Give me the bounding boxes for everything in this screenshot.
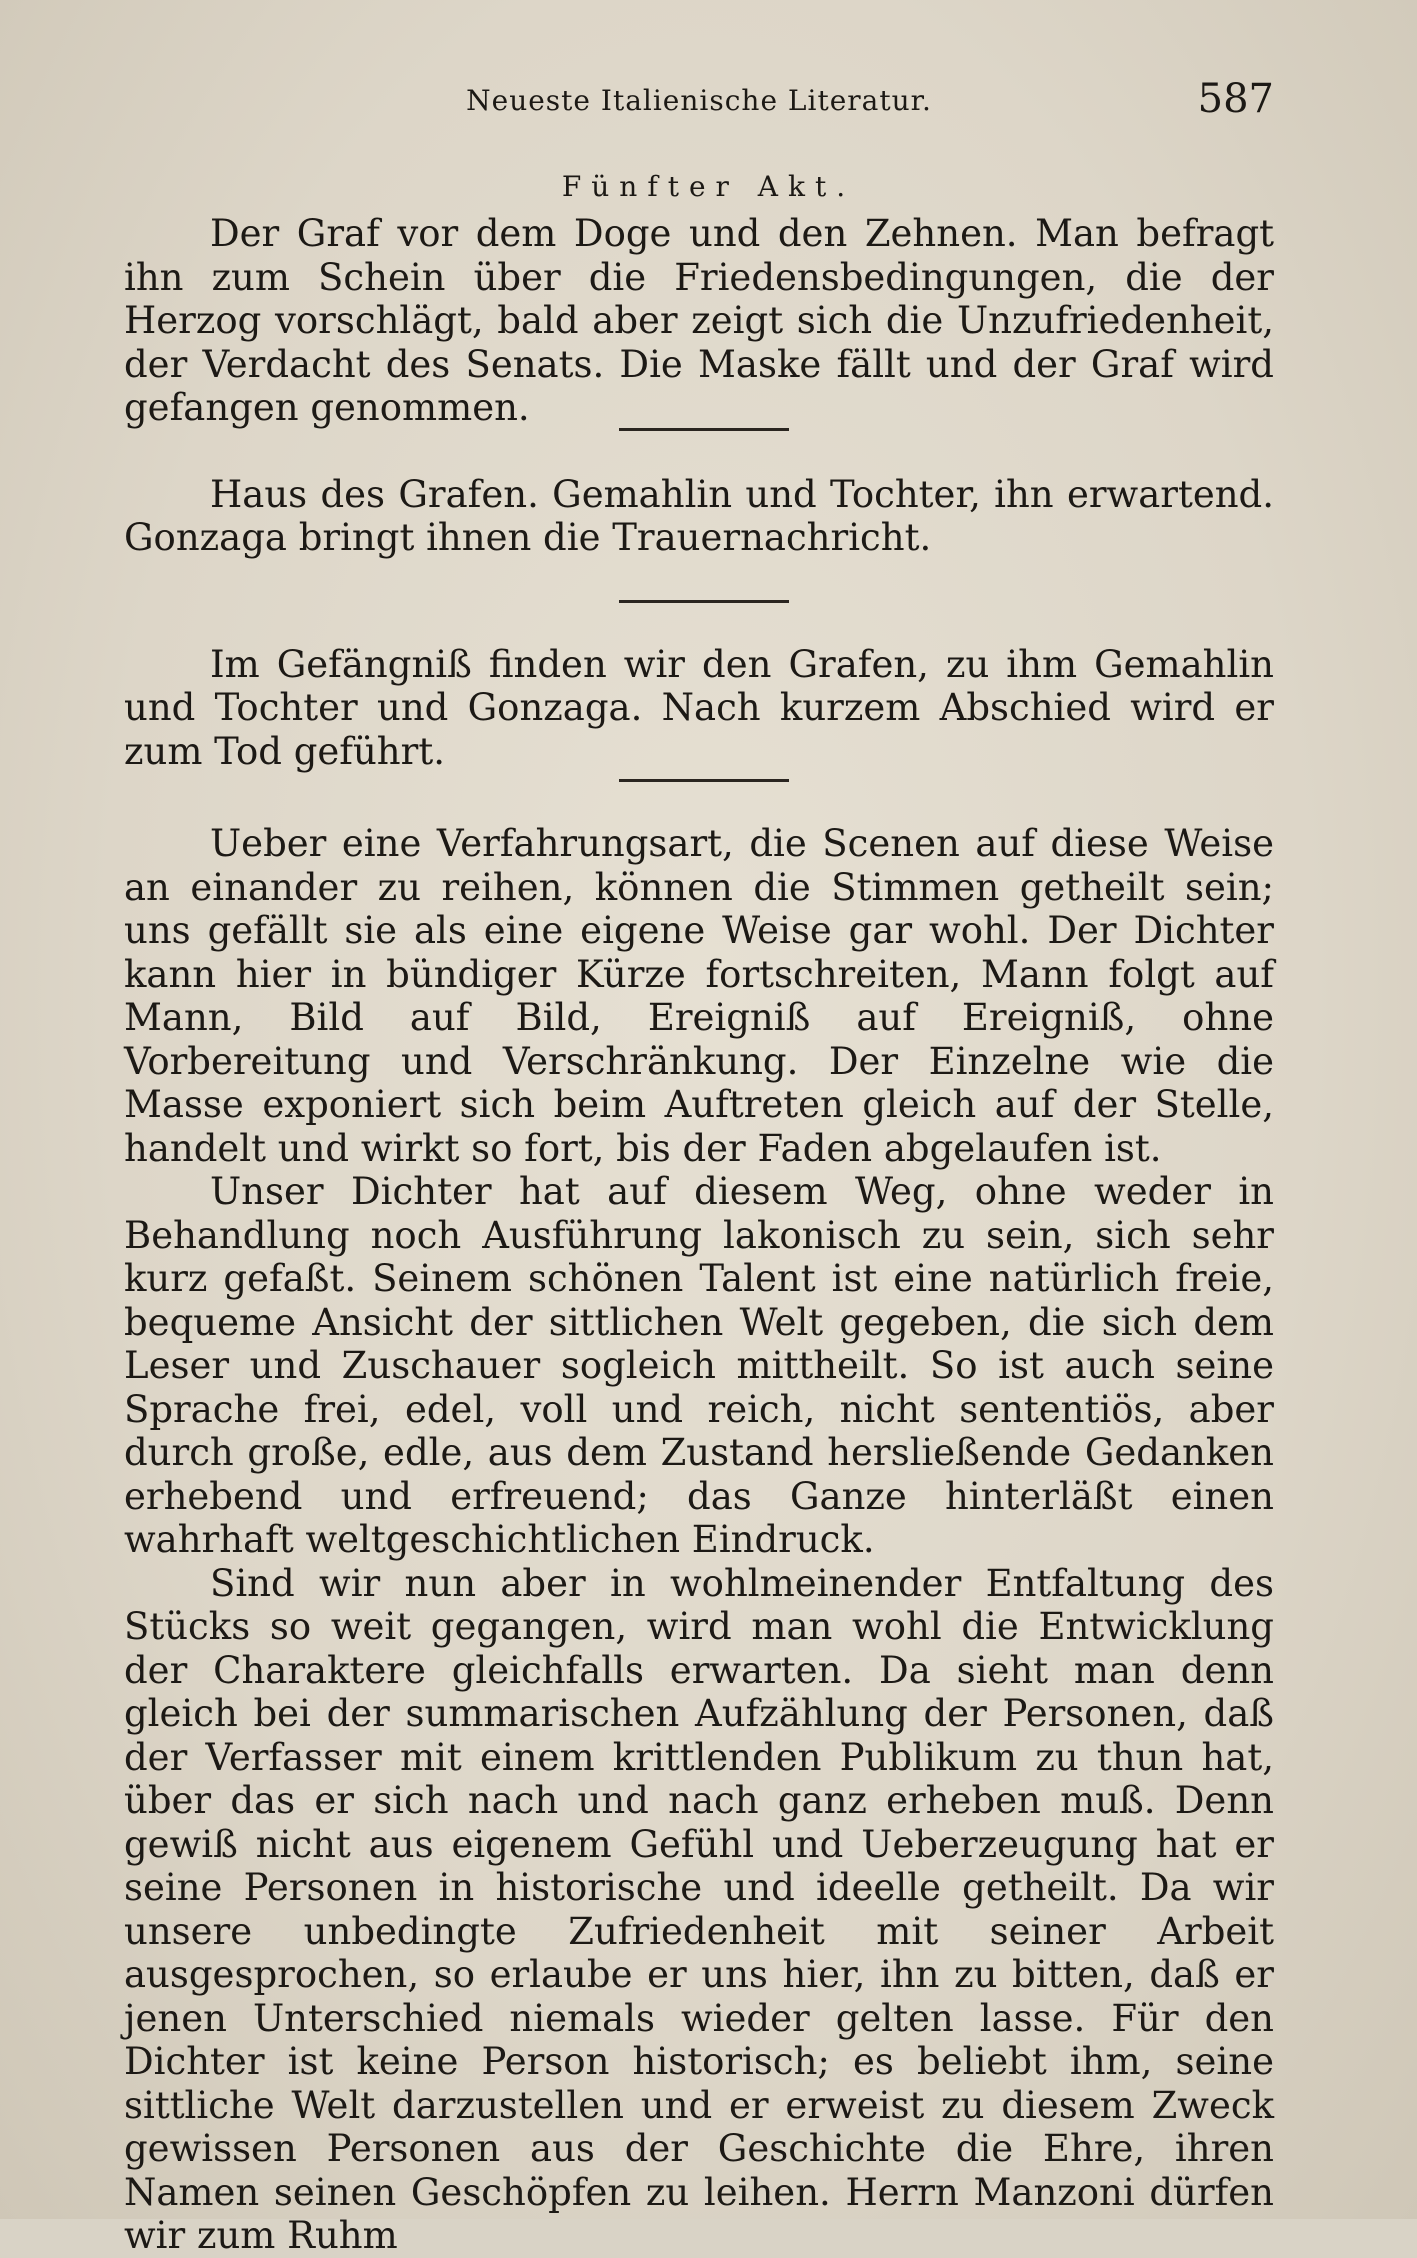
body-paragraph-3: Sind wir nun aber in wohlmeinender Entfaltung des Stücks so weit gegangen, wird man wohl die Entwicklung der Charaktere gleichfalls erwarten. Da sieht man denn gleich bei der summarischen Aufzählung der Personen, daß der Verfasser mit einem krittlenden Publikum zu thun hat, über das er sich nach und nach ganz erheben muß. Denn gewiß nicht aus eigenem Gefühl und Ueberzeugung hat er seine Personen in historische und ideelle getheilt. Da wir unsere unbedingte Zufriedenheit mit seiner Arbeit ausgesprochen, so erlaube er uns hier, ihn zu bitten, daß er jenen Unterschied niemals wieder gelten lasse. Für den Dichter ist keine Person historisch; es beliebt ihm, seine sittliche Welt darzustellen und er erweist zu diesem Zweck gewissen Personen aus der Geschichte die Ehre, ihren Namen seinen Geschöpfen zu leihen. Herrn Manzoni dürfen wir zum Ruhm: [124, 1561, 1274, 2257]
body-paragraph-2: Unser Dichter hat auf diesem Weg, ohne weder in Behandlung noch Ausführung lakonisch zu sein, sich sehr kurz gefaßt. Seinem schönen Talent ist eine natürlich freie, bequeme Ansicht der sittlichen Welt gegeben, die sich dem Leser und Zuschauer sogleich mittheilt. So ist auch seine Sprache frei, edel, voll und reich, nicht sententiös, aber durch große, edle, aus dem Zustand hersließende Gedanken erhebend und erfreuend; das Ganze hinterläßt einen wahrhaft weltgeschichtlichen Eindruck.: [124, 1170, 1274, 1561]
scene-description-2: Haus des Grafen. Gemahlin und Tochter, ihn erwartend. Gonzaga bringt ihnen die Trauernachricht.: [124, 472, 1274, 559]
page-header: [124, 76, 1274, 134]
running-title: Neueste Italienische Literatur.: [466, 84, 932, 117]
page-body: [124, 212, 1274, 2258]
scene-description-3: Im Gefängniß finden wir den Grafen, zu ihm Gemahlin und Tochter und Gonzaga. Nach kurzem Abschied wird er zum Tod geführt.: [124, 642, 1274, 773]
page-number: 587: [1197, 76, 1274, 122]
scene-divider: [619, 428, 789, 431]
body-paragraph-1: Ueber eine Verfahrungsart, die Scenen auf diese Weise an einander zu reihen, können die Stimmen getheilt sein; uns gefällt sie als eine eigene Weise gar wohl. Der Dichter kann hier in bündiger Kürze fortschreiten, Mann folgt auf Mann, Bild auf Bild, Ereigniß auf Ereigniß, ohne Vorbereitung und Verschränkung. Der Einzelne wie die Masse exponiert sich beim Auftreten gleich auf der Stelle, handelt und wirkt so fort, bis der Faden abgelaufen ist.: [124, 822, 1274, 1170]
scene-description-1: Der Graf vor dem Doge und den Zehnen. Man befragt ihn zum Schein über die Friedensbedingungen, die der Herzog vorschlägt, bald aber zeigt sich die Unzufriedenheit, der Verdacht des Senats. Die Maske fällt und der Graf wird gefangen genommen.: [124, 212, 1274, 429]
scene-divider: [619, 600, 789, 603]
act-heading: Fünfter Akt.: [561, 170, 856, 203]
scene-divider: [619, 779, 789, 782]
